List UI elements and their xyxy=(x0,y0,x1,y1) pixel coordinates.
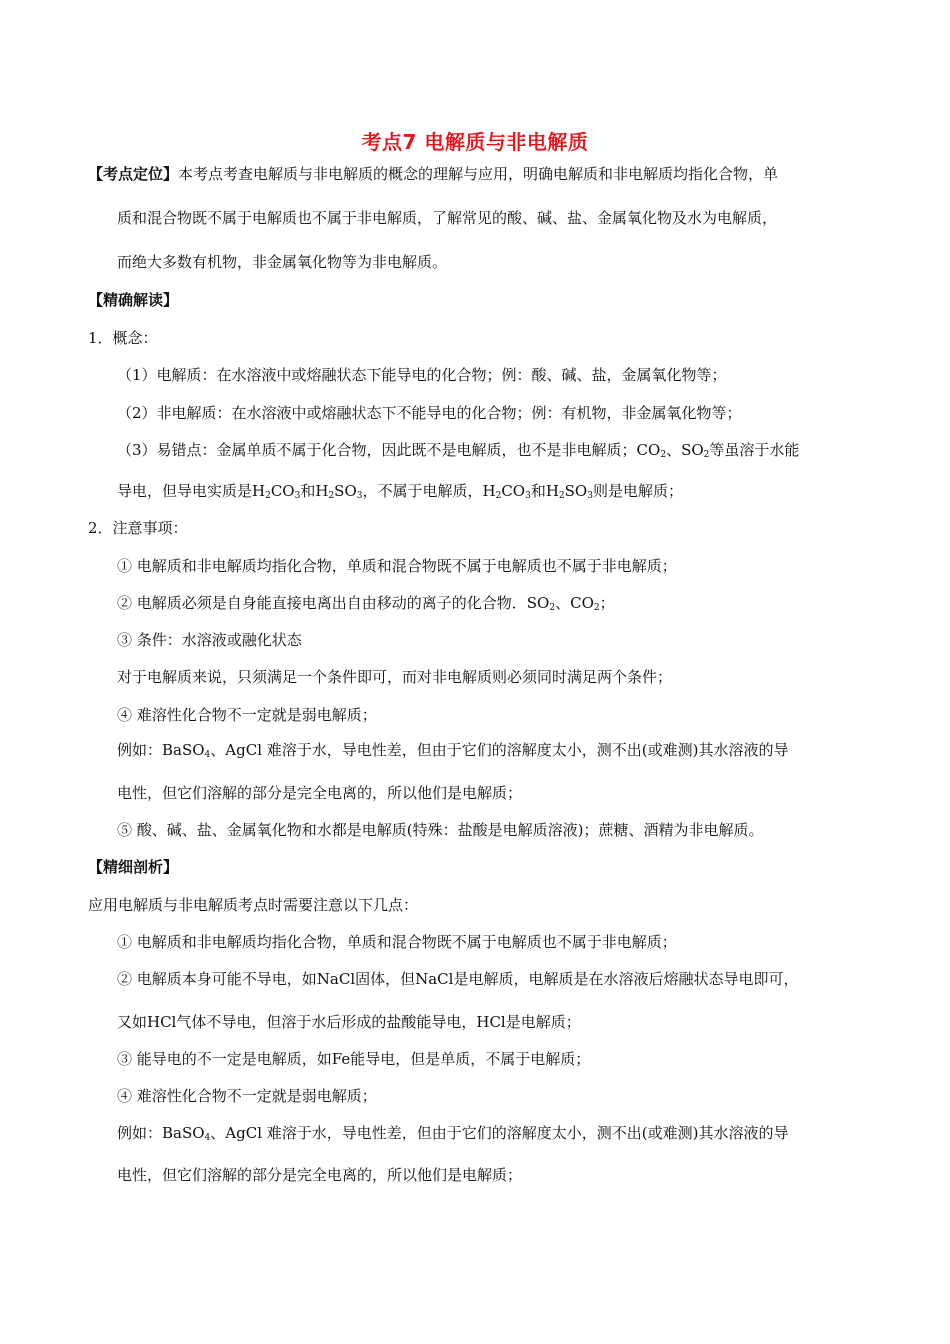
analysis-item-1: ① 电解质和非电解质均指化合物，单质和混合物既不属于电解质也不属于非电解质； xyxy=(117,933,677,951)
positioning-text-1: 本考点考查电解质与非电解质的概念的理解与应用，明确电解质和非电解质均指化合物，单 xyxy=(178,165,779,183)
note-5: ⑤ 酸、碱、盐、金属氧化物和水都是电解质(特殊：盐酸是电解质溶液)；蔗糖、酒精为非电解质。 xyxy=(117,821,764,839)
notes-heading: 2．注意事项： xyxy=(88,519,188,537)
concept-item-2: （2）非电解质：在水溶液中或熔融状态下不能导电的化合物；例：有机物，非金属氧化物等； xyxy=(117,404,742,422)
concept-item-3-cont: 导电，但导电实质是$H_2CO_3$和$H_2SO_3$，不属于电解质，$H_2CO_3$和$H_2SO_3$则是电解质； xyxy=(117,482,683,501)
analysis-heading: 【精细剖析】 xyxy=(88,858,179,876)
positioning-label: 【考点定位】 xyxy=(88,165,179,183)
analysis-item-2: ② 电解质本身可能不导电，如NaCl固体，但NaCl是电解质，电解质是在水溶液后熔融状态导电即可， xyxy=(117,970,799,988)
note-3: ③ 条件：水溶液或融化状态 xyxy=(117,631,302,649)
reading-heading: 【精确解读】 xyxy=(88,291,179,309)
analysis-item-4: ④ 难溶性化合物不一定就是弱电解质； xyxy=(117,1087,377,1105)
positioning-line-3: 而绝大多数有机物，非金属氧化物等为非电解质。 xyxy=(117,253,448,271)
concept-item-1: （1）电解质：在水溶液中或熔融状态下能导电的化合物；例：酸、碱、盐，金属氧化物等； xyxy=(117,366,727,384)
note-2: ② 电解质必须是自身能直接电离出自由移动的离子的化合物．$SO_2$、$CO_2$； xyxy=(117,594,615,613)
analysis-item-2-cont: 又如HCl气体不导电，但溶于水后形成的盐酸能导电，HCl是电解质； xyxy=(117,1013,581,1031)
note-4-example-cont: 电性，但它们溶解的部分是完全电离的，所以他们是电解质； xyxy=(117,784,523,802)
page-title: 考点7 电解质与非电解质 xyxy=(361,130,589,154)
concept-heading: 1．概念： xyxy=(88,329,158,347)
note-4-example: 例如：BaSO$_4$、AgCl 难溶于水，导电性差，但由于它们的溶解度太小，测不出(或难测)其水溶液的导 xyxy=(117,741,789,760)
analysis-item-4-example: 例如：BaSO$_4$、AgCl 难溶于水，导电性差，但由于它们的溶解度太小，测不出(或难测)其水溶液的导 xyxy=(117,1124,789,1143)
note-4: ④ 难溶性化合物不一定就是弱电解质； xyxy=(117,706,377,724)
note-1: ① 电解质和非电解质均指化合物，单质和混合物既不属于电解质也不属于非电解质； xyxy=(117,557,677,575)
positioning-line-1 xyxy=(88,164,778,184)
concept-item-3: （3）易错点：金属单质不属于化合物，因此既不是电解质，也不是非电解质；$CO_2$、$SO_2$等虽溶于水能 xyxy=(117,441,800,460)
positioning-line-2: 质和混合物既不属于电解质也不属于非电解质，了解常见的酸、碱、盐、金属氧化物及水为电解质， xyxy=(117,209,778,227)
analysis-item-3: ③ 能导电的不一定是电解质，如Fe能导电，但是单质，不属于电解质； xyxy=(117,1050,591,1068)
analysis-intro: 应用电解质与非电解质考点时需要注意以下几点： xyxy=(88,896,419,914)
analysis-item-4-example-cont: 电性，但它们溶解的部分是完全电离的，所以他们是电解质； xyxy=(117,1166,523,1184)
note-3-detail: 对于电解质来说，只须满足一个条件即可，而对非电解质则必须同时满足两个条件； xyxy=(117,668,673,686)
